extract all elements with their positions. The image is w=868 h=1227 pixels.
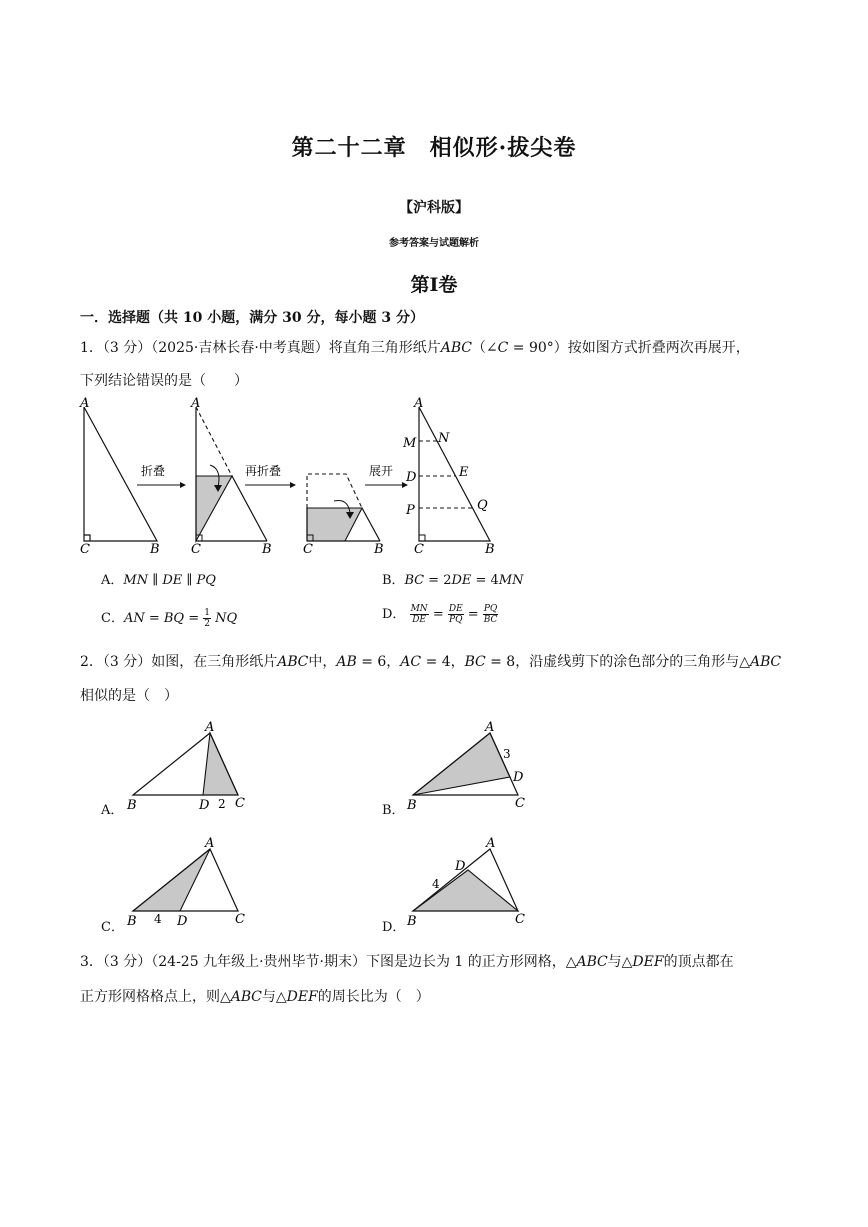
label-m: M (403, 436, 417, 451)
question-3-line-1: 3．（3 分）（24-25 九年级上·贵州毕节·期末）下图是边长为 1 的正方形网格，△𝐴𝐵𝐶与△𝐷𝐸𝐹的顶点都在 (80, 954, 734, 970)
option-c-suffix: 𝑁𝑄 (215, 611, 238, 626)
option-d-fraction-1: $\frac{MN}{DE}$ (410, 604, 428, 625)
fig-b-length: 3 (503, 747, 511, 761)
document-subtitle: 参考答案与试题解析 (389, 238, 479, 249)
edition-label: 【沪科版】 (399, 200, 469, 216)
question-1-figure (0, 395, 868, 575)
unfolded-triangle (419, 407, 490, 541)
label-e: E (459, 465, 469, 480)
label-b-4: B (485, 542, 495, 557)
option-a-figure (133, 733, 238, 795)
fig-a-length: 2 (218, 797, 226, 811)
option-c-figure (133, 849, 238, 911)
label-c-1: C (80, 542, 90, 557)
question-2-option-d[interactable]: D． (382, 920, 406, 935)
option-d-figure (413, 849, 518, 911)
option-d-fraction-3: $\frac{PQ}{BC}$ (483, 604, 498, 625)
option-c-prefix: C．𝐴𝑁 = 𝐵𝑄 = (101, 611, 200, 626)
label-b-3: B (374, 542, 384, 557)
fold-label: 折叠 (141, 464, 166, 478)
question-1-option-a[interactable]: A．𝑀𝑁 ∥ 𝐷𝐸 ∥ 𝑃𝑄 (101, 573, 216, 588)
fig-b-label-b: B (407, 798, 417, 813)
section-heading: 一．选择题（共 10 小题，满分 30 分，每小题 3 分） (80, 310, 424, 326)
fig-d-length: 4 (432, 877, 440, 891)
label-a-4: A (414, 396, 424, 411)
option-b-figure (413, 733, 518, 795)
question-1-line-1: 1．（3 分）（2025·吉林长春·中考真题）将直角三角形纸片𝐴𝐵𝐶（∠𝐶 = 90°）按如图方式折叠两次再展开， (80, 340, 750, 356)
label-n: N (438, 431, 450, 446)
question-1-line-2: 下列结论错误的是（ ） (80, 373, 248, 389)
fig-c-label-b: B (127, 914, 137, 929)
document-title: 第二十二章 相似形·拔尖卷 (291, 135, 577, 161)
question-2-option-c[interactable]: C． (101, 920, 124, 935)
fig-b-label-a: A (485, 720, 495, 735)
fig-b-label-c: C (515, 796, 525, 811)
question-2-line-2: 相似的是（ ） (80, 688, 178, 704)
fig-c-label-c: C (235, 912, 245, 927)
fold-again-label: 再折叠 (245, 464, 282, 478)
label-q: Q (477, 498, 488, 513)
fig-d-label-a: A (486, 836, 496, 851)
unfold-label: 展开 (369, 464, 394, 478)
question-2-option-a[interactable]: A． (101, 803, 124, 818)
fig-a-label-d: D (199, 798, 210, 813)
fig-a-label-b: B (127, 798, 137, 813)
fig-d-label-c: C (515, 912, 525, 927)
label-b-2: B (262, 542, 272, 557)
option-d-fraction-2: $\frac{DE}{PQ}$ (448, 604, 463, 625)
question-3-line-2: 正方形网格格点上，则△𝐴𝐵𝐶与△𝐷𝐸𝐹的周长比为（ ） (80, 989, 430, 1005)
fig-c-label-a: A (205, 836, 215, 851)
label-c-3: C (303, 542, 313, 557)
option-d-prefix: D． (382, 607, 406, 622)
question-2-line-1: 2．（3 分）如图，在三角形纸片𝐴𝐵𝐶中，𝐴𝐵 = 6，𝐴𝐶 = 4，𝐵𝐶 = 8，沿虚线剪下的涂色部分的三角形与△𝐴𝐵𝐶 (80, 654, 782, 670)
label-c-4: C (414, 542, 424, 557)
label-b-1: B (150, 542, 160, 557)
question-1-option-b[interactable]: B．𝐵𝐶 = 2𝐷𝐸 = 4𝑀𝑁 (382, 573, 524, 588)
question-2-figures (0, 715, 868, 935)
fig-c-length: 4 (154, 912, 162, 926)
fig-a-label-a: A (205, 720, 215, 735)
question-1-option-c[interactable] (101, 607, 237, 629)
fig-d-label-d: D (455, 859, 466, 874)
label-a-2: A (191, 396, 201, 411)
label-a-1: A (80, 396, 90, 411)
fig-d-label-b: B (407, 914, 417, 929)
label-c-2: C (191, 542, 201, 557)
option-c-fraction: $\frac{1}{2}$ (204, 608, 210, 629)
fig-b-label-d: D (513, 770, 524, 785)
label-d: D (406, 470, 417, 485)
label-p: P (406, 503, 415, 518)
question-2-option-b[interactable]: B． (382, 803, 405, 818)
option-d-eq-2: = (467, 607, 479, 622)
fig-a-label-c: C (235, 796, 245, 811)
fold-step-3-shape (307, 474, 380, 541)
option-d-eq-1: = (432, 607, 444, 622)
question-1-option-d[interactable] (382, 603, 498, 625)
fig-c-label-d: D (177, 914, 188, 929)
volume-heading: 第Ⅰ卷 (410, 274, 458, 296)
